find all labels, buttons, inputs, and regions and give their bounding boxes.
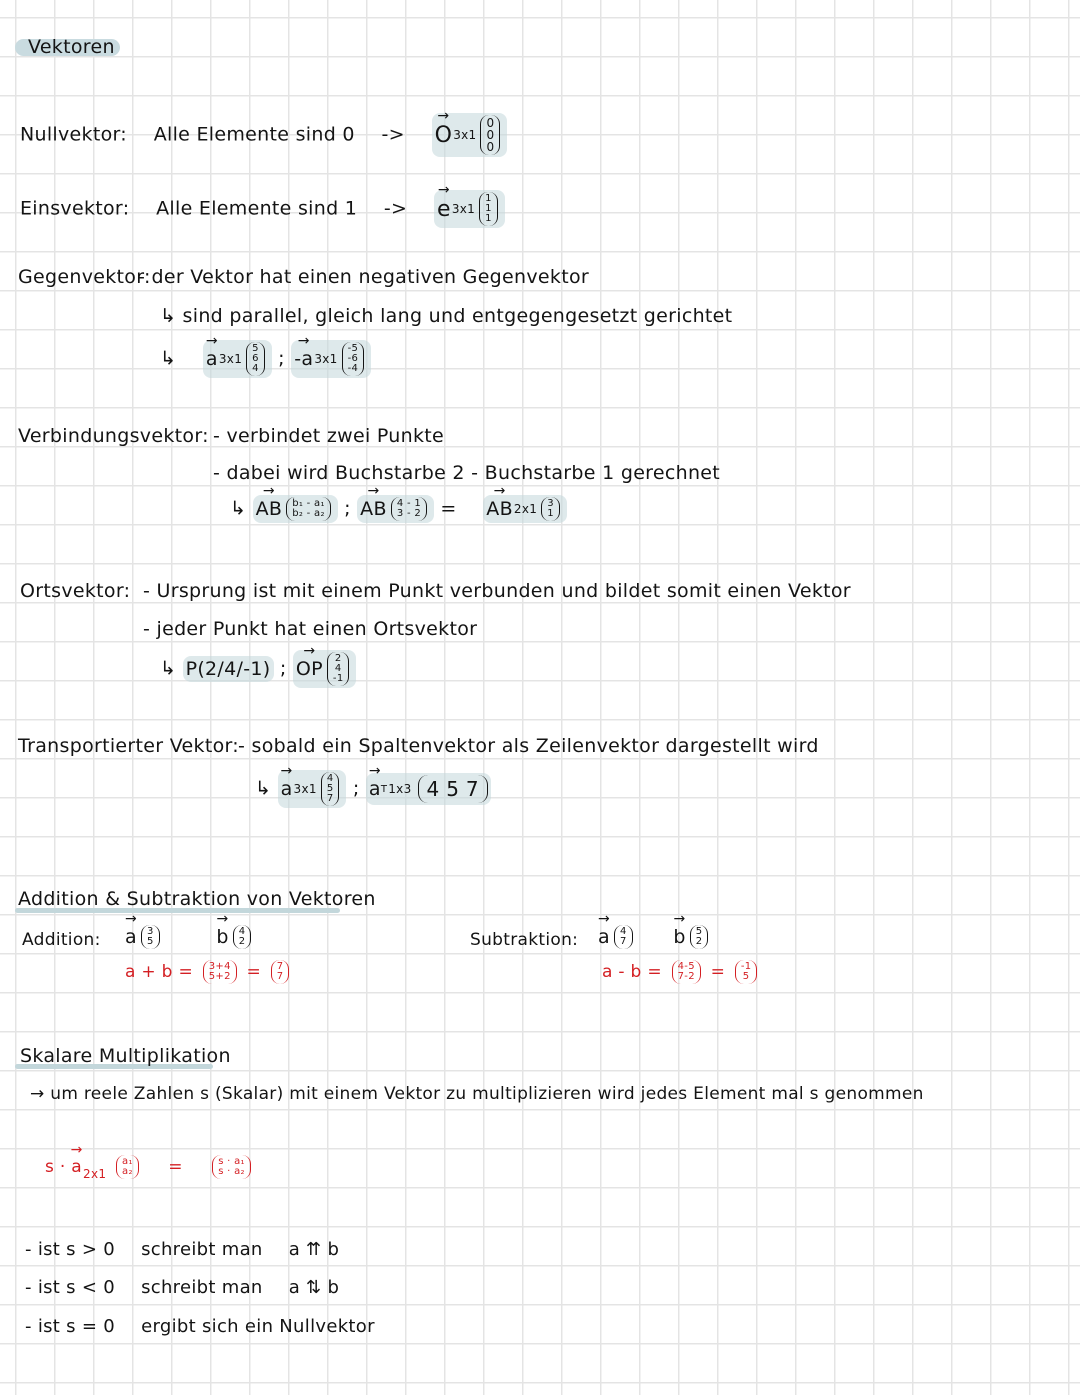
vector-element: 7 [326,793,334,804]
vector-symbol: → AB [486,498,513,520]
skalar-heading: Skalare Multiplikation [20,1045,231,1067]
separator: ; [279,657,287,680]
arrow-return-icon: ↳ [160,657,177,680]
equals-sign: = [710,962,726,982]
vector-element: 3 - 2 [396,508,422,519]
arrow-icon: -> [383,197,408,220]
subtraktion-vectors [598,925,712,949]
verbindungsvektor-line1: - verbindet zwei Punkte [213,425,445,447]
gegenvektor-label: Gegenvektor: [18,266,151,288]
rule-condition: - ist s < 0 [25,1277,116,1298]
rule-text: schreibt man [141,1277,263,1298]
einsvektor-vector [434,190,505,228]
vector-element: -5 [347,343,359,354]
result-vector [212,1155,251,1179]
column-vector [690,925,709,949]
vector-element: 0 [486,128,495,142]
ortsvektor-line1: - Ursprung ist mit einem Punkt verbunden und bildet somit einen Vektor [143,580,851,602]
nullvektor-label: Nullvektor: [20,123,128,146]
gegenvektor-line2: ↳ sind parallel, gleich lang und entgegengesetzt gerichtet [160,305,733,327]
vector-element: 0 [486,140,495,154]
row-vector: 4 5 7 [418,775,488,803]
vector-element: s · a₂ [218,1166,245,1177]
einsvektor-text: Alle Elemente sind 1 [156,197,358,220]
vector-b [673,925,712,949]
transpose-mark: T [380,783,388,795]
column-vector [141,925,160,949]
vector-element: 1 [485,193,492,204]
vector-element: -1 [332,673,344,684]
dimension: 3x1 [453,128,477,142]
vector-element: 3 [547,498,554,509]
vector-element: 5 [326,783,334,794]
vector-symbol: → a [369,778,381,800]
vector-element: 1 [485,213,492,224]
vector-element: 4 [619,926,627,937]
ortsvektor-example [160,650,356,688]
vector-element: a₁ [122,1156,133,1167]
ortsvektor-line2: - jeder Punkt hat einen Ortsvektor [143,618,478,640]
vector-symbol: → a [206,348,218,370]
transponiert-label: Transportierter Vektor: [18,735,239,757]
vector-element: 0 [486,116,495,130]
vector-element: 5+2 [208,971,231,982]
column-vector [286,497,331,521]
vector-element: 4 [252,363,259,374]
einsvektor-label: Einsvektor: [20,197,130,220]
separator: ; [344,497,351,520]
nullvektor-vector [432,113,508,157]
result-vector [735,960,758,984]
einsvektor-symbol: → e [437,197,451,222]
verbindungsvektor-example [230,495,567,523]
arrow-return-icon: ↳ [255,777,272,800]
vector-a [125,925,164,949]
vector-element: b₁ - a₁ [292,498,325,509]
vector-element: 7 [276,961,284,972]
rule-relation: a ⇅ b [288,1277,340,1298]
subtraktion-formula [602,960,761,984]
vector-element: 2 [695,936,703,947]
column-vector [672,960,701,984]
rule-text: ergibt sich ein Nullvektor [141,1316,375,1337]
dimension: 3x1 [314,352,338,366]
vector-a [203,340,272,378]
arrow-return-icon: ↳ [230,497,247,520]
verbindungsvektor-label: Verbindungsvektor: [18,425,209,447]
column-vector [116,1155,139,1179]
vector-symbol: → AB [360,498,387,520]
column-vector [342,342,365,376]
vector-symbol: → AB [256,498,283,520]
verbindungsvektor-line2: - dabei wird Buchstarbe 2 - Buchstarbe 1 gerechnet [213,462,721,484]
vector-element: -4 [347,363,359,374]
formula-lhs: a + b = [125,962,194,982]
dimension: 2x1 [513,502,538,516]
result-vector [271,960,290,984]
transponiert-example [255,770,491,808]
vector-element: s · a₁ [218,1156,245,1167]
ortsvektor-label: Ortsvektor: [20,580,131,602]
vector-element: 5 [695,926,703,937]
column-vector [391,497,427,521]
equals-sign: = [246,962,262,982]
column-vector [479,192,498,226]
vector-element: 7 [276,971,284,982]
vector-symbol: → b [673,926,685,948]
dimension: 3x1 [218,352,243,366]
vector-neg-a [291,340,371,378]
point-p: P(2/4/-1) [183,656,274,682]
vector-element: 2 [238,936,246,947]
vector-element: 4 [334,663,342,674]
vector-symbol: → -a [294,348,313,370]
transponiert-line1: - sobald ein Spaltenvektor als Zeilenvektor dargestellt wird [238,735,819,757]
column-vector [480,115,500,155]
vector-element: 1 [485,203,492,214]
vector-element: 5 [146,936,154,947]
formula-lhs: a - b = [602,962,662,982]
nullvektor-text: Alle Elemente sind 0 [153,123,355,146]
dimension: 3x1 [451,202,476,216]
separator: ; [352,777,360,800]
column-vector [246,342,265,376]
vector-ab-example [357,495,434,523]
nullvektor-symbol: → O [435,123,453,148]
skalar-rule-3 [25,1316,375,1337]
vector-element: 4-5 [677,961,695,972]
vector-element: 4 [326,773,334,784]
vector-element: 4 [238,926,246,937]
subtraktion-label: Subtraktion: [470,930,579,950]
addition-formula [125,960,293,984]
vector-ab-result [483,495,567,523]
vector-element: 3+4 [208,961,231,972]
vector-symbol: → a [598,926,610,948]
vector-element: 3 [146,926,154,937]
rule-condition: - ist s > 0 [25,1239,116,1260]
vector-symbol: → OP [296,658,323,680]
addition-vectors [125,925,255,949]
vector-element: -1 [740,961,752,972]
arrow-icon: -> [381,123,405,146]
nullvektor-row [20,113,507,157]
vector-ab-general [253,495,338,523]
vector-element: 7-2 [677,971,695,982]
skalar-description: → um reele Zahlen s (Skalar) mit einem Vektor zu multiplizieren wird jedes Element mal s genommen [30,1084,924,1104]
gegenvektor-example [160,340,371,378]
einsvektor-row [20,190,505,228]
column-vector [614,925,633,949]
skalar-rule-2 [25,1277,339,1298]
vector-element: 6 [252,353,259,364]
vector-element: 2 [334,653,342,664]
vector-symbol: → b [216,926,228,948]
equals-sign: = [440,497,457,520]
vector-a [598,925,637,949]
column-vector-a [278,770,347,808]
column-vector [541,497,560,521]
rule-relation: a ⇈ b [288,1239,340,1260]
addition-label: Addition: [22,930,101,950]
vector-op [293,650,357,688]
column-vector [203,960,237,984]
page-title: Vektoren [28,36,115,58]
vector-element: 1 [547,508,554,519]
vector-element: 4 - 1 [396,498,422,509]
column-vector [327,652,350,686]
vector-b [216,925,255,949]
vector-element: 7 [619,936,627,947]
row-vector-a [366,773,491,805]
arrow-return-icon: ↳ [160,347,177,370]
vector-symbol: → a [281,778,293,800]
rule-condition: - ist s = 0 [25,1316,116,1337]
column-vector [233,925,252,949]
skalar-formula [45,1155,255,1181]
equals-sign: = [168,1157,183,1177]
dimension: 1x3 [388,782,412,796]
vector-symbol: → a [125,926,137,948]
vector-element: 5 [742,971,750,982]
rule-text: schreibt man [141,1239,263,1260]
vector-element: 5 [252,343,259,354]
skalar-rule-1 [25,1239,339,1260]
vector-element: b₂ - a₂ [292,508,325,519]
vector-symbol: → a [71,1157,82,1177]
column-vector [321,772,340,806]
scalar-prefix: s · [45,1157,66,1177]
dimension: 2x1 [83,1167,107,1181]
vector-element: -6 [347,353,359,364]
dimension: 3x1 [293,782,317,796]
vector-element: a₂ [122,1166,133,1177]
add-sub-heading: Addition & Subtraktion von Vektoren [18,888,376,910]
separator: ; [278,347,285,370]
gegenvektor-line1: - der Vektor hat einen negativen Gegenvektor [138,266,589,288]
